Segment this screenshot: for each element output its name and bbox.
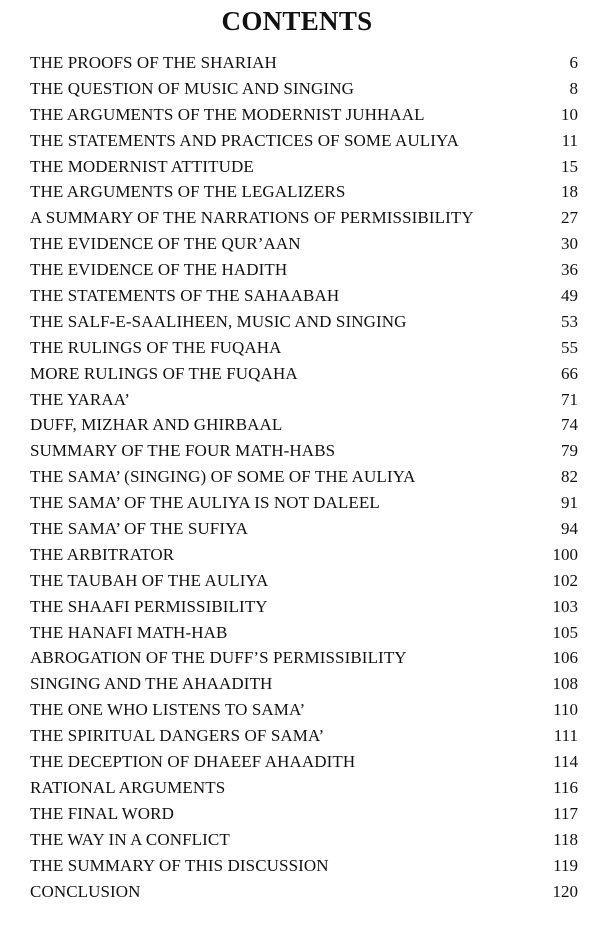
toc-entry xyxy=(30,335,578,361)
toc-entry-page-number: 114 xyxy=(553,752,578,772)
toc-entry-title: THE STATEMENTS OF THE SAHAABAH xyxy=(30,286,340,306)
toc-entry xyxy=(30,76,578,102)
toc-entry-page-number: 10 xyxy=(561,104,578,124)
toc-entry xyxy=(30,257,578,283)
toc-entry-page-number: 111 xyxy=(553,726,578,746)
toc-entry-page-number: 8 xyxy=(569,78,578,98)
toc-entry-page-number: 55 xyxy=(561,337,578,357)
toc-entry-title: CONCLUSION xyxy=(30,881,141,901)
toc-entry-title: THE YARAA’ xyxy=(30,389,131,409)
toc-entry xyxy=(30,801,578,827)
toc-entry-page-number: 108 xyxy=(552,674,578,694)
toc-entry-title: THE SAMA’ OF THE SUFIYA xyxy=(30,519,248,539)
page-title: CONTENTS xyxy=(221,6,373,36)
toc-entry-title: SUMMARY OF THE FOUR MATH-HABS xyxy=(30,441,336,461)
toc-entry xyxy=(30,879,578,905)
toc-entry-page-number: 82 xyxy=(561,467,578,487)
toc-entry-title: THE ONE WHO LISTENS TO SAMA’ xyxy=(30,700,306,720)
toc-entry xyxy=(30,620,578,646)
toc-entry-title: THE SAMA’ (SINGING) OF SOME OF THE AULIYA xyxy=(30,467,416,487)
toc-entry-title: THE SALF-E-SAALIHEEN, MUSIC AND SINGING xyxy=(30,311,407,331)
toc-entry xyxy=(30,697,578,723)
toc-entry-title: THE MODERNIST ATTITUDE xyxy=(30,156,254,176)
toc-entry-page-number: 106 xyxy=(552,648,578,668)
toc-entry xyxy=(30,827,578,853)
toc-entry-page-number: 102 xyxy=(552,570,578,590)
toc-entry xyxy=(30,568,578,594)
toc-entry-page-number: 117 xyxy=(553,803,578,823)
toc-entry-page-number: 71 xyxy=(561,389,578,409)
toc-entry-title: THE EVIDENCE OF THE QUR’AAN xyxy=(30,234,301,254)
toc-entry xyxy=(30,387,578,413)
toc-entry-page-number: 91 xyxy=(561,493,578,513)
toc-entry-title: RATIONAL ARGUMENTS xyxy=(30,777,226,797)
toc-entry-page-number: 120 xyxy=(552,881,578,901)
toc-entry xyxy=(30,283,578,309)
toc-entry-title: THE ARGUMENTS OF THE MODERNIST JUHHAAL xyxy=(30,104,425,124)
toc-entry xyxy=(30,853,578,879)
toc-entry-title: A SUMMARY OF THE NARRATIONS OF PERMISSIBILITY xyxy=(30,208,474,228)
toc-entry-page-number: 110 xyxy=(553,700,578,720)
toc-entry xyxy=(30,361,578,387)
toc-entry-page-number: 15 xyxy=(561,156,578,176)
toc-entry xyxy=(30,102,578,128)
toc-entry xyxy=(30,723,578,749)
toc-entry-title: THE FINAL WORD xyxy=(30,803,174,823)
toc-entry-page-number: 49 xyxy=(561,286,578,306)
toc-entry-page-number: 103 xyxy=(552,596,578,616)
toc-entry-page-number: 105 xyxy=(552,622,578,642)
toc-entry-title: SINGING AND THE AHAADITH xyxy=(30,674,273,694)
toc-entry-page-number: 66 xyxy=(561,363,578,383)
toc-entry-title: THE STATEMENTS AND PRACTICES OF SOME AULIYA xyxy=(30,130,459,150)
toc-entry-title: THE SPIRITUAL DANGERS OF SAMA’ xyxy=(30,726,325,746)
toc-entry-title: THE TAUBAH OF THE AULIYA xyxy=(30,570,269,590)
toc-entry-title: THE RULINGS OF THE FUQAHA xyxy=(30,337,282,357)
toc-entry xyxy=(30,128,578,154)
toc-entry-page-number: 6 xyxy=(569,53,578,72)
toc-entry-title: THE SAMA’ OF THE AULIYA IS NOT DALEEL xyxy=(30,493,380,513)
toc-entry-title: THE ARGUMENTS OF THE LEGALIZERS xyxy=(30,182,346,202)
toc-entry xyxy=(30,671,578,697)
toc-entry xyxy=(30,154,578,180)
toc-entry-title: THE ARBITRATOR xyxy=(30,544,175,564)
toc-entry-title: THE QUESTION OF MUSIC AND SINGING xyxy=(30,78,354,98)
toc-entry xyxy=(30,205,578,231)
toc-entry xyxy=(30,490,578,516)
toc-entry-title: THE SUMMARY OF THIS DISCUSSION xyxy=(30,855,329,875)
toc-entry-title: DUFF, MIZHAR AND GHIRBAAL xyxy=(30,415,283,435)
toc-entry xyxy=(30,516,578,542)
toc-entry-page-number: 11 xyxy=(561,130,578,150)
toc-entry-title: THE DECEPTION OF DHAEEF AHAADITH xyxy=(30,752,356,772)
toc-entry-page-number: 53 xyxy=(561,311,578,331)
toc-entry-page-number: 94 xyxy=(561,519,578,539)
table-of-contents xyxy=(30,50,578,904)
toc-entry xyxy=(30,50,578,76)
toc-entry-title: ABROGATION OF THE DUFF’S PERMISSIBILITY xyxy=(30,648,407,668)
toc-entry xyxy=(30,231,578,257)
toc-entry xyxy=(30,749,578,775)
toc-entry-page-number: 79 xyxy=(561,441,578,461)
toc-entry xyxy=(30,179,578,205)
toc-entry xyxy=(30,464,578,490)
toc-entry-title: MORE RULINGS OF THE FUQAHA xyxy=(30,363,298,383)
toc-entry xyxy=(30,775,578,801)
toc-entry xyxy=(30,542,578,568)
toc-entry-page-number: 27 xyxy=(561,208,578,228)
toc-entry-page-number: 18 xyxy=(561,182,578,202)
toc-entry-title: THE PROOFS OF THE SHARIAH xyxy=(30,53,277,72)
toc-entry xyxy=(30,412,578,438)
toc-entry-title: THE WAY IN A CONFLICT xyxy=(30,829,230,849)
toc-entry-page-number: 119 xyxy=(553,855,578,875)
toc-entry-page-number: 118 xyxy=(553,829,578,849)
toc-entry xyxy=(30,645,578,671)
toc-entry-page-number: 100 xyxy=(552,544,578,564)
toc-entry xyxy=(30,438,578,464)
toc-entry-page-number: 116 xyxy=(553,777,578,797)
toc-entry xyxy=(30,594,578,620)
toc-entry-title: THE EVIDENCE OF THE HADITH xyxy=(30,260,288,280)
toc-entry-title: THE SHAAFI PERMISSIBILITY xyxy=(30,596,268,616)
toc-entry-page-number: 36 xyxy=(561,260,578,280)
toc-entry-title: THE HANAFI MATH-HAB xyxy=(30,622,228,642)
toc-entry xyxy=(30,309,578,335)
toc-entry-page-number: 74 xyxy=(561,415,578,435)
toc-entry-page-number: 30 xyxy=(561,234,578,254)
